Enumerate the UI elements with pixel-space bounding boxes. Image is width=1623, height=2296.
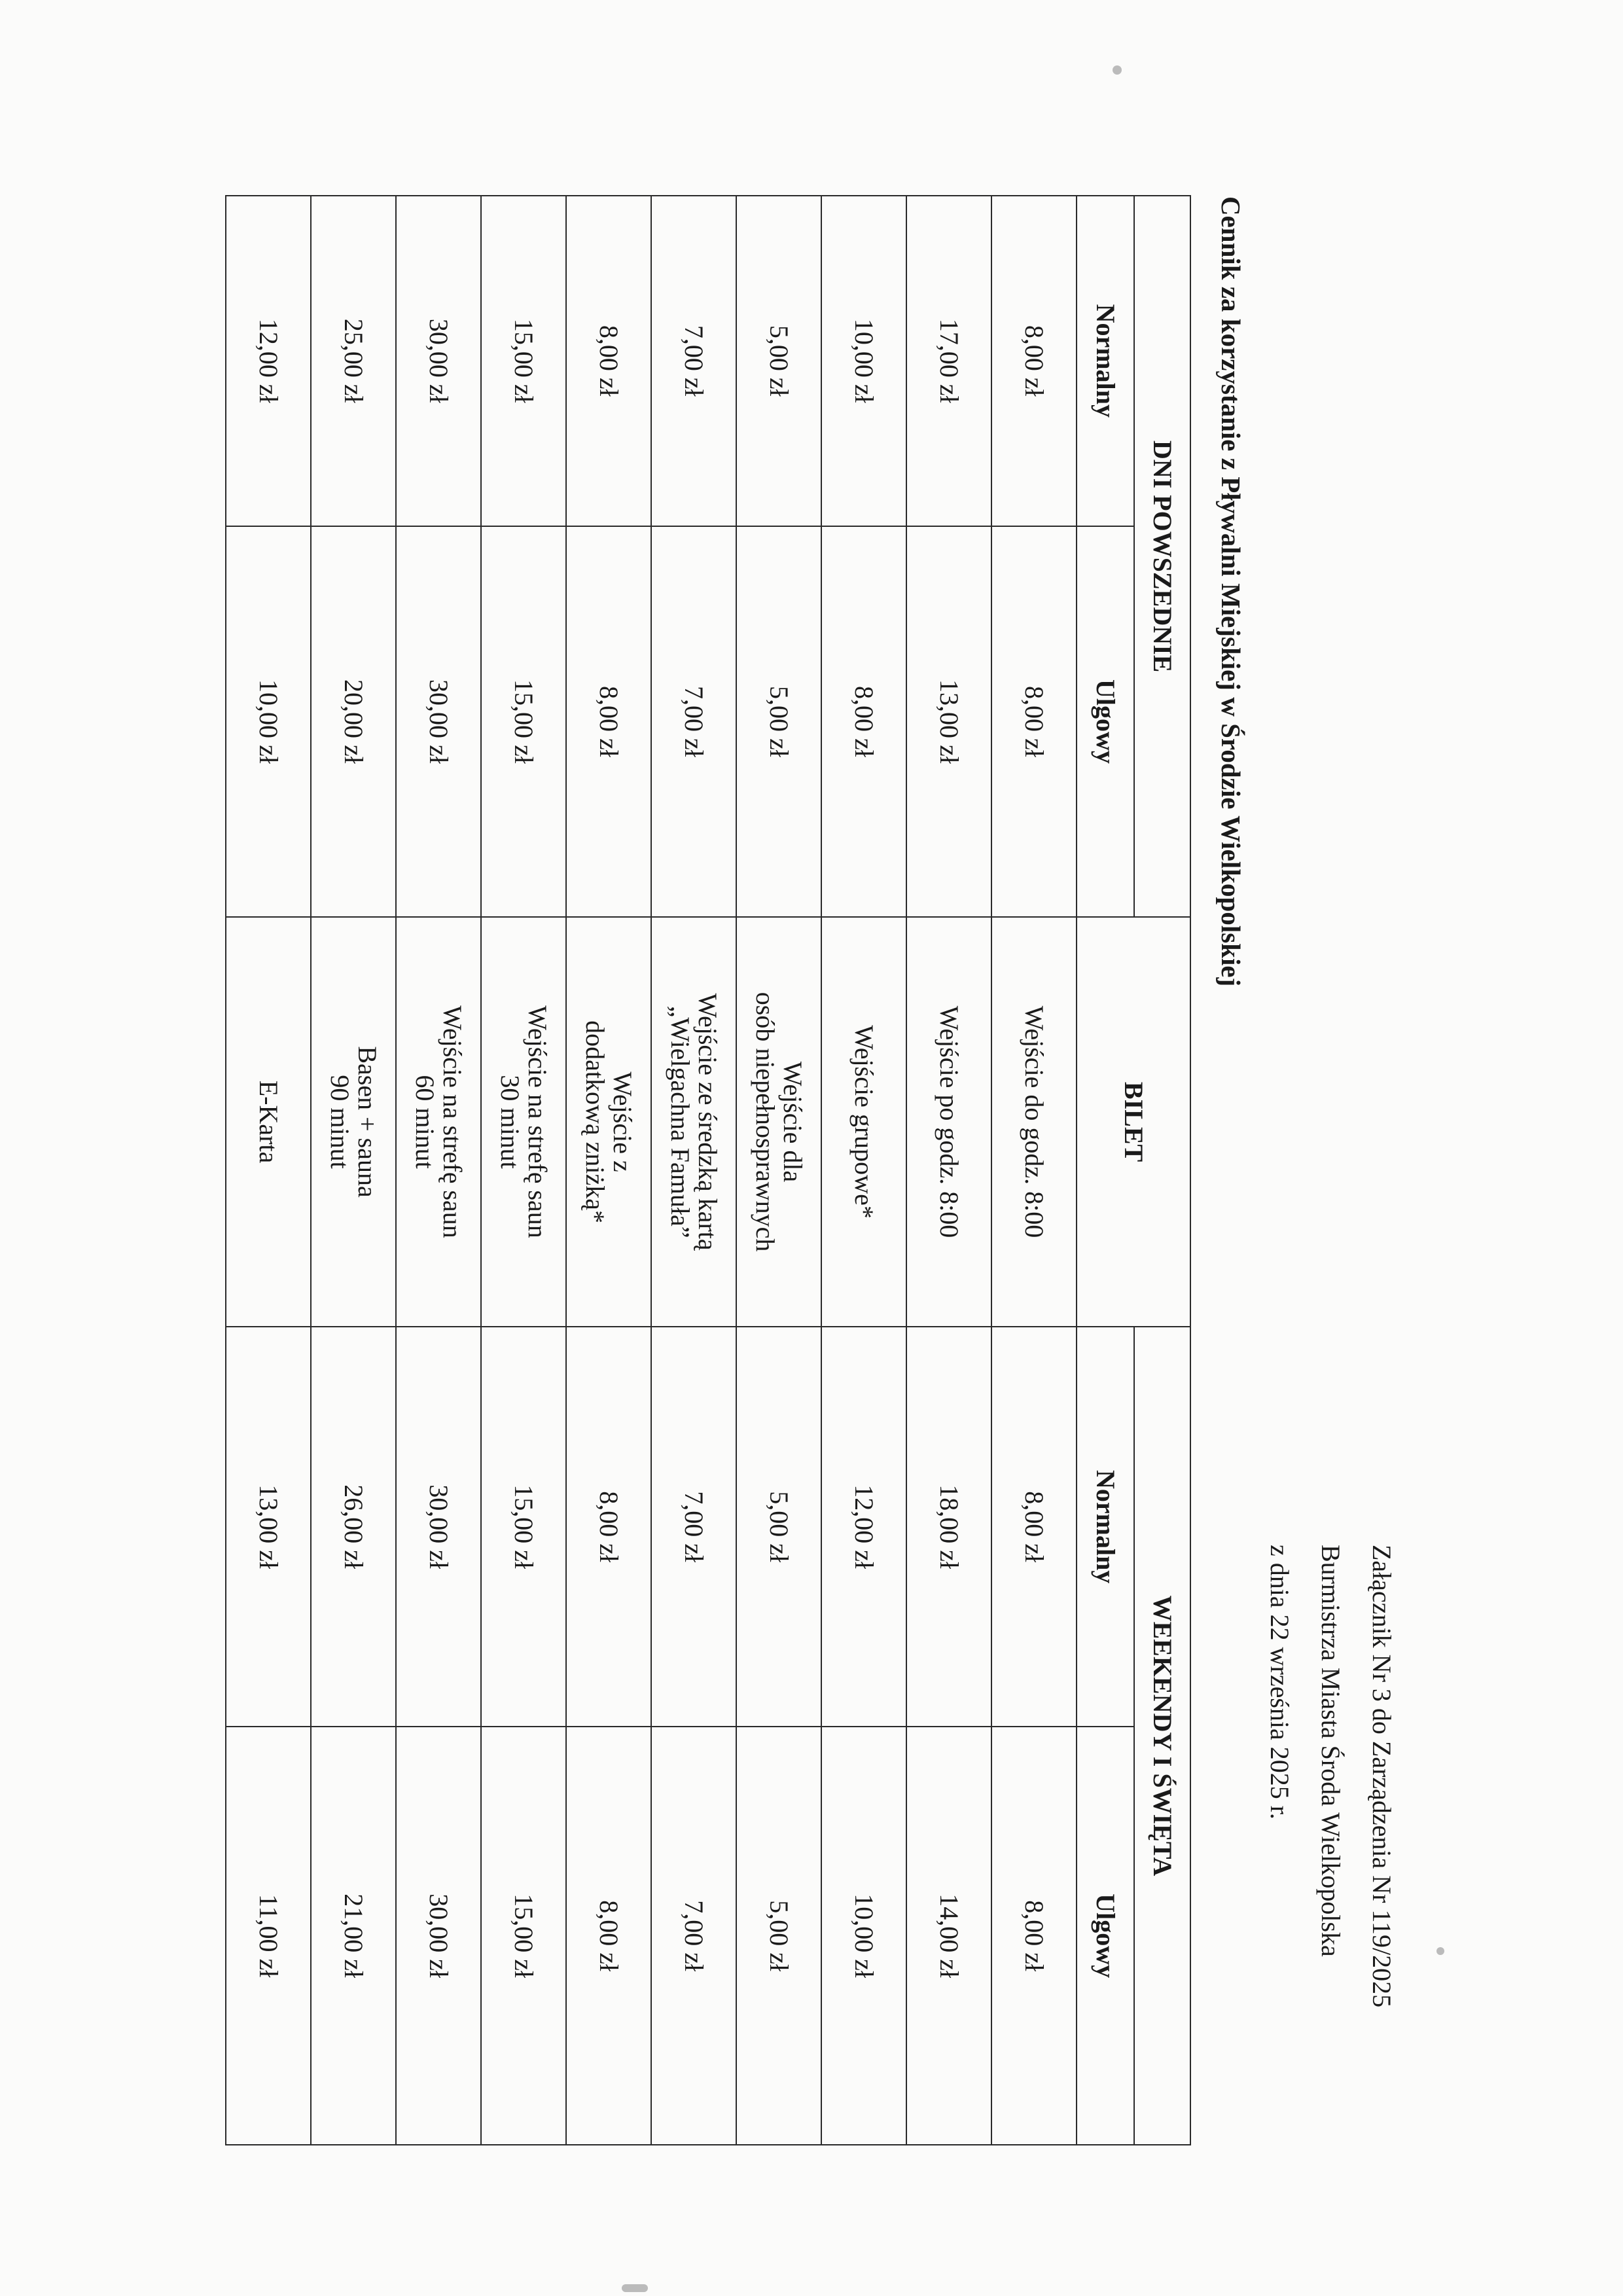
- ticket-type: Wejście po godz. 8:00: [906, 917, 991, 1327]
- column-header-weekday-reduced: Ulgowy: [1077, 526, 1134, 918]
- weekday-reduced-price: 30,00 zł: [396, 526, 481, 918]
- attachment-header: [1254, 1545, 1407, 2199]
- weekday-normal-price: 8,00 zł: [566, 196, 651, 526]
- weekday-normal-price: 7,00 zł: [651, 196, 736, 526]
- table-row: [311, 196, 396, 2145]
- weekday-reduced-price: 5,00 zł: [736, 526, 821, 918]
- weekend-normal-price: 13,00 zł: [226, 1327, 311, 1727]
- ticket-type: Wejście z dodatkową zniżką*: [566, 917, 651, 1327]
- weekend-normal-price: 7,00 zł: [651, 1327, 736, 1727]
- weekend-normal-price: 12,00 zł: [821, 1327, 906, 1727]
- weekend-reduced-price: 5,00 zł: [736, 1727, 821, 2145]
- weekend-reduced-price: 10,00 zł: [821, 1727, 906, 2145]
- weekday-normal-price: 12,00 zł: [226, 196, 311, 526]
- weekend-normal-price: 15,00 zł: [481, 1327, 566, 1727]
- weekend-normal-price: 18,00 zł: [906, 1327, 991, 1727]
- table-row: [906, 196, 991, 2145]
- weekend-normal-price: 30,00 zł: [396, 1327, 481, 1727]
- header-line-3: z dnia 22 września 2025 r.: [1265, 1545, 1294, 1820]
- header-line-2: Burmistrza Miasta Środa Wielkopolska: [1316, 1545, 1346, 1957]
- weekday-normal-price: 30,00 zł: [396, 196, 481, 526]
- ticket-type: Wejście dla osób niepełnosprawnych: [736, 917, 821, 1327]
- weekday-normal-price: 25,00 zł: [311, 196, 396, 526]
- weekend-reduced-price: 8,00 zł: [991, 1727, 1077, 2145]
- column-header-weekend-reduced: Ulgowy: [1077, 1727, 1134, 2145]
- weekday-normal-price: 10,00 zł: [821, 196, 906, 526]
- ticket-type: Wejście na strefę saun 60 minut: [396, 917, 481, 1327]
- weekend-normal-price: 5,00 zł: [736, 1327, 821, 1727]
- ticket-type: E-Karta: [226, 917, 311, 1327]
- weekend-reduced-price: 11,00 zł: [226, 1727, 311, 2145]
- weekday-reduced-price: 15,00 zł: [481, 526, 566, 918]
- table-row: [481, 196, 566, 2145]
- ticket-type: Wejście na strefę saun 30 minut: [481, 917, 566, 1327]
- weekday-reduced-price: 8,00 zł: [821, 526, 906, 918]
- weekday-normal-price: 17,00 zł: [906, 196, 991, 526]
- table-row: [396, 196, 481, 2145]
- weekday-reduced-price: 20,00 zł: [311, 526, 396, 918]
- weekend-normal-price: 8,00 zł: [991, 1327, 1077, 1727]
- table-row: [566, 196, 651, 2145]
- weekend-reduced-price: 7,00 zł: [651, 1727, 736, 2145]
- column-header-weekend-normal: Normalny: [1077, 1327, 1134, 1727]
- table-row: [651, 196, 736, 2145]
- ticket-column-header: BILET: [1077, 917, 1190, 1327]
- group-header-weekends: WEEKENDY I ŚWIĘTA: [1134, 1327, 1190, 2145]
- ticket-type: Wejście grupowe*: [821, 917, 906, 1327]
- column-header-weekday-normal: Normalny: [1077, 196, 1134, 526]
- table-row: [821, 196, 906, 2145]
- table-group-header-row: [1134, 196, 1190, 2145]
- weekend-reduced-price: 15,00 zł: [481, 1727, 566, 2145]
- weekday-reduced-price: 13,00 zł: [906, 526, 991, 918]
- ticket-type: Wejście do godz. 8:00: [991, 917, 1077, 1327]
- weekend-reduced-price: 14,00 zł: [906, 1727, 991, 2145]
- ticket-type: Basen + sauna 90 minut: [311, 917, 396, 1327]
- table-row: [991, 196, 1077, 2145]
- weekday-reduced-price: 10,00 zł: [226, 526, 311, 918]
- document-title: Cennik za korzystanie z Pływalni Miejskiej w Środzie Wielkopolskiej: [1216, 196, 1246, 987]
- weekday-reduced-price: 8,00 zł: [991, 526, 1077, 918]
- weekday-normal-price: 15,00 zł: [481, 196, 566, 526]
- ticket-type: Wejście ze średzką kartą „Wielgachna Famuła”: [651, 917, 736, 1327]
- weekday-normal-price: 8,00 zł: [991, 196, 1077, 526]
- weekday-reduced-price: 8,00 zł: [566, 526, 651, 918]
- weekday-reduced-price: 7,00 zł: [651, 526, 736, 918]
- weekend-reduced-price: 21,00 zł: [311, 1727, 396, 2145]
- weekend-reduced-price: 8,00 zł: [566, 1727, 651, 2145]
- table-row: [736, 196, 821, 2145]
- header-line-1: Załącznik Nr 3 do Zarządzenia Nr 119/2025: [1367, 1545, 1397, 2008]
- price-table: [225, 195, 1191, 2145]
- weekend-normal-price: 26,00 zł: [311, 1327, 396, 1727]
- weekday-normal-price: 5,00 zł: [736, 196, 821, 526]
- table-row: [226, 196, 311, 2145]
- weekend-normal-price: 8,00 zł: [566, 1327, 651, 1727]
- group-header-weekdays: DNI POWSZEDNIE: [1134, 196, 1190, 917]
- weekend-reduced-price: 30,00 zł: [396, 1727, 481, 2145]
